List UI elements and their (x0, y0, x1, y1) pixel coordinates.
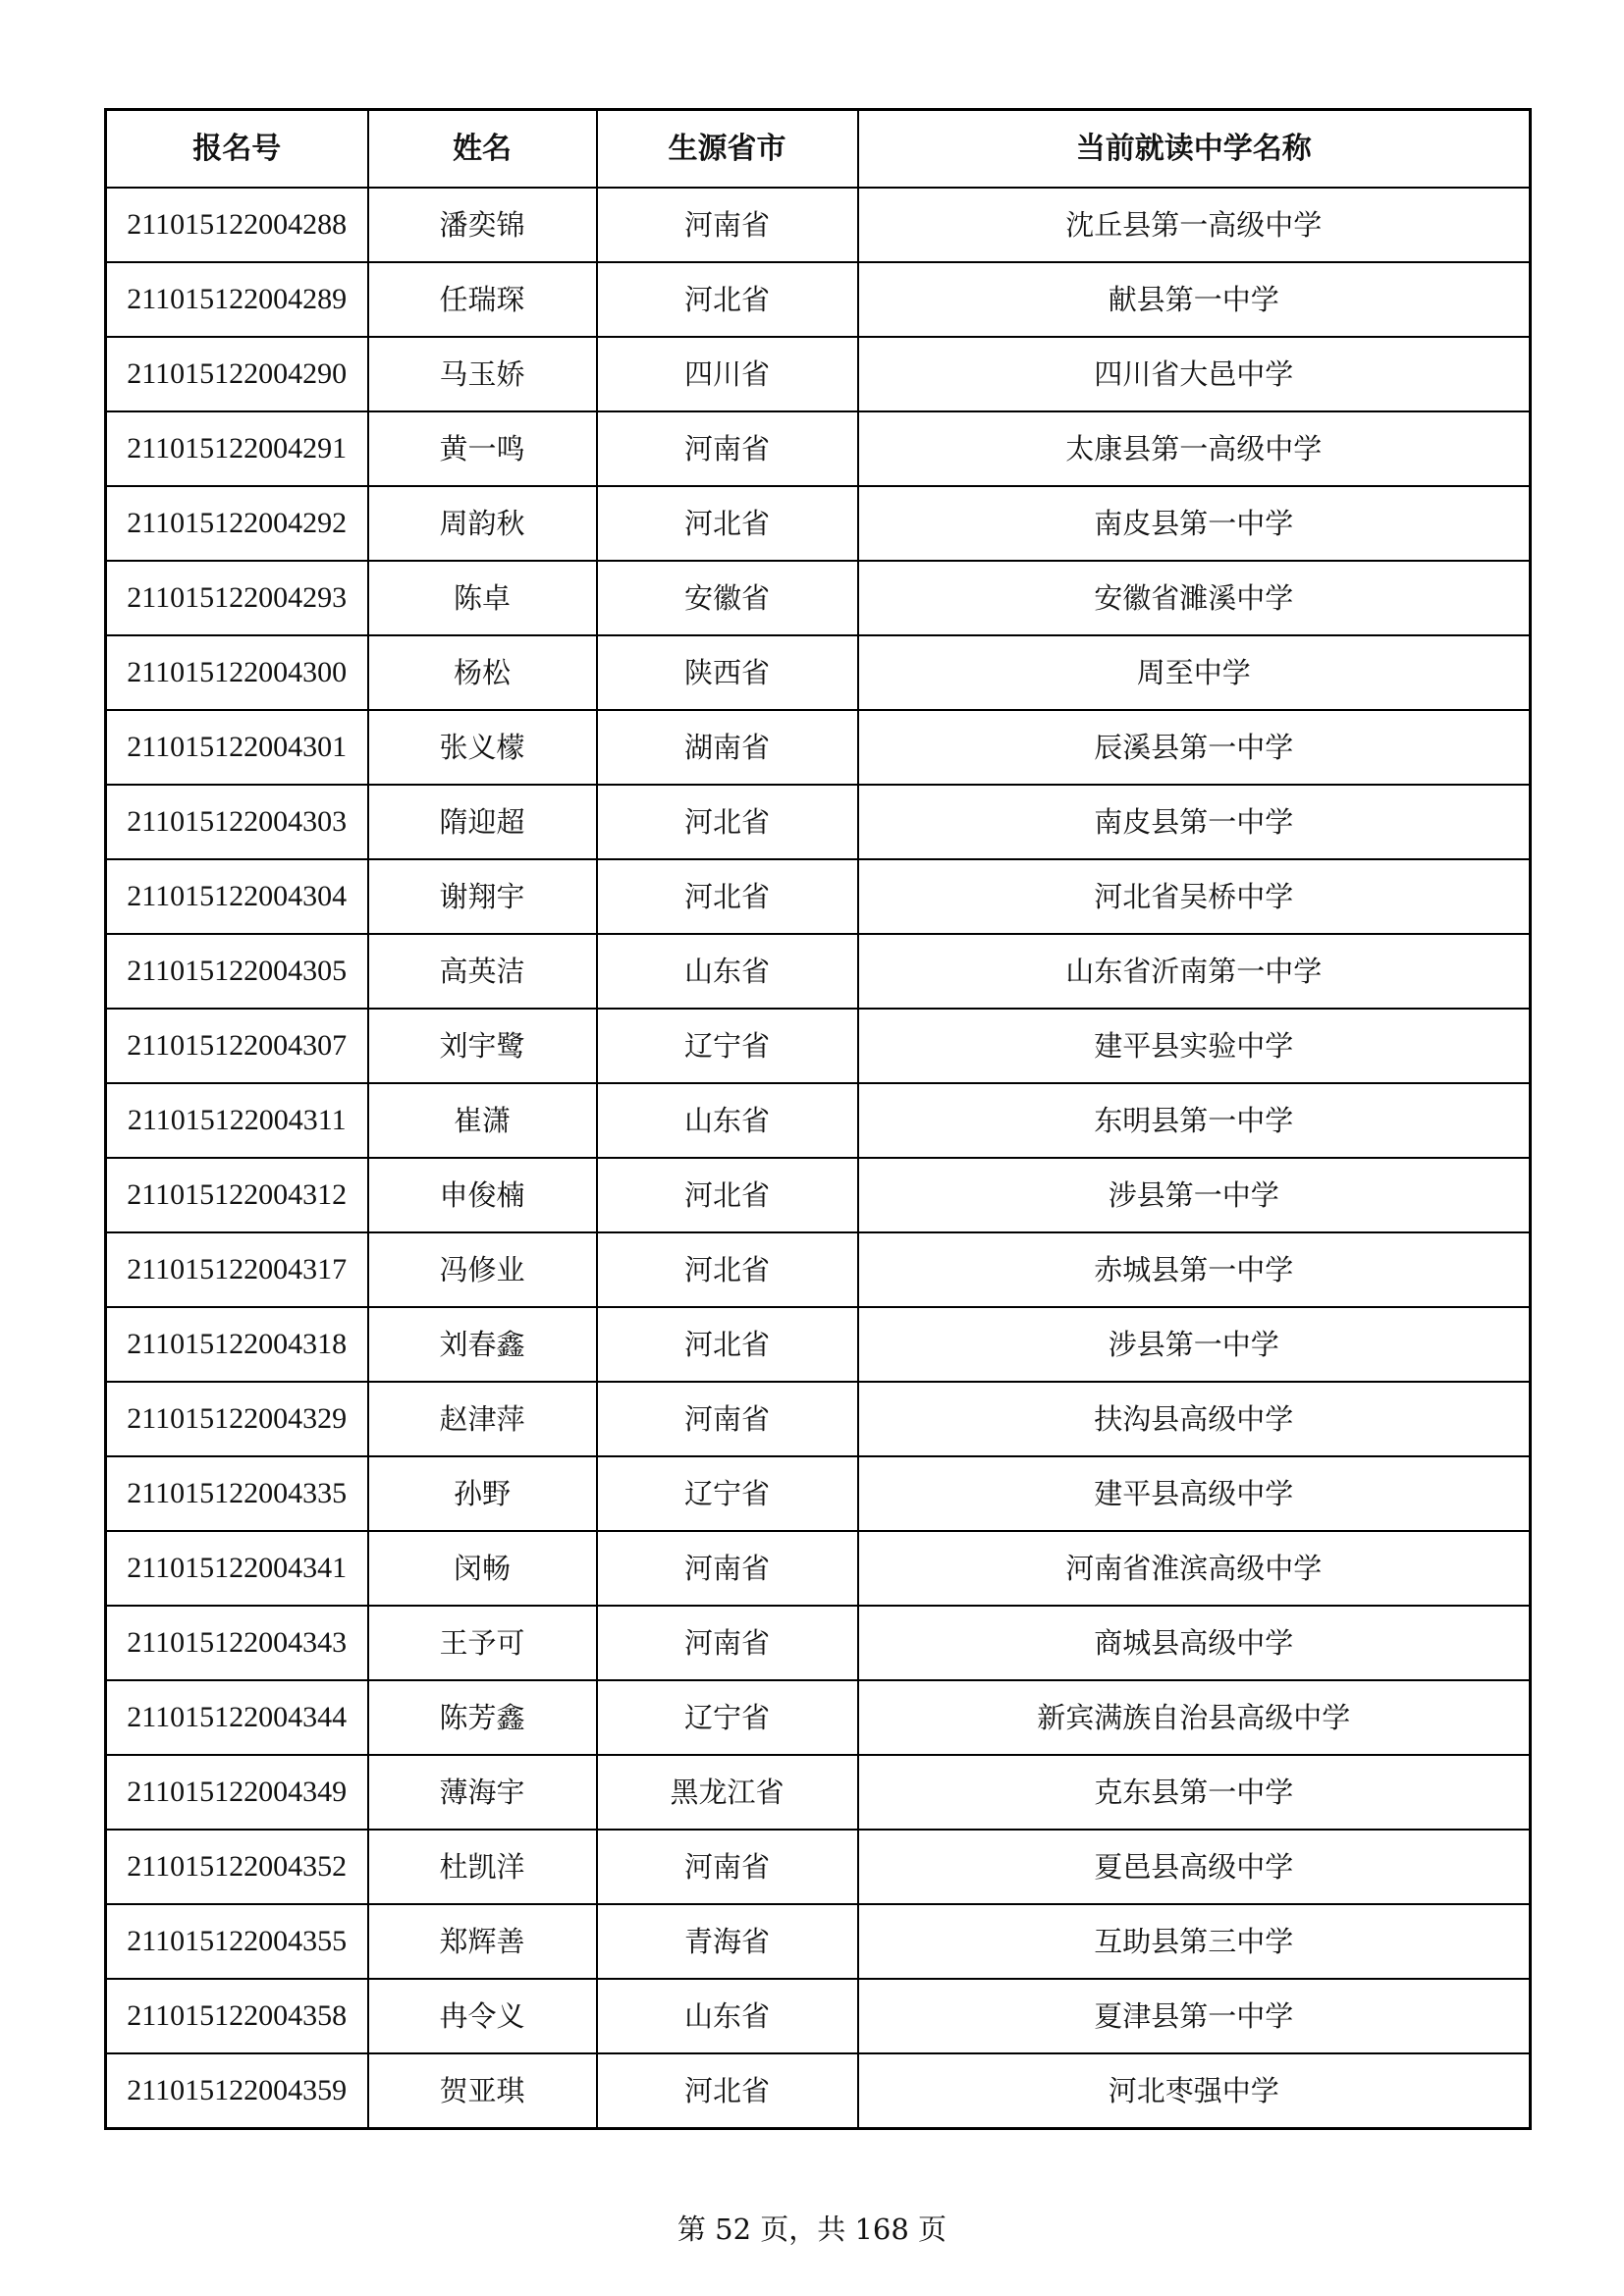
cell-name: 孙野 (368, 1456, 597, 1531)
cell-registration-number: 211015122004291 (106, 411, 368, 486)
cell-school: 涉县第一中学 (858, 1307, 1531, 1382)
cell-province: 辽宁省 (597, 1009, 858, 1083)
cell-registration-number: 211015122004288 (106, 188, 368, 262)
cell-name: 隋迎超 (368, 785, 597, 859)
table-row (106, 561, 1531, 635)
cell-name: 刘宇鹭 (368, 1009, 597, 1083)
cell-school: 河南省淮滨高级中学 (858, 1531, 1531, 1606)
table-row (106, 1382, 1531, 1456)
cell-school: 夏邑县高级中学 (858, 1830, 1531, 1904)
cell-name: 闵畅 (368, 1531, 597, 1606)
cell-province: 河南省 (597, 1531, 858, 1606)
table-row (106, 1158, 1531, 1232)
table-row (106, 1307, 1531, 1382)
header-row (106, 110, 1531, 189)
cell-school: 南皮县第一中学 (858, 785, 1531, 859)
cell-province: 河北省 (597, 859, 858, 934)
cell-school: 河北枣强中学 (858, 2053, 1531, 2129)
table-header (106, 110, 1531, 189)
cell-province: 河北省 (597, 262, 858, 337)
table-row (106, 934, 1531, 1009)
cell-registration-number: 211015122004300 (106, 635, 368, 710)
cell-school: 建平县高级中学 (858, 1456, 1531, 1531)
cell-name: 赵津萍 (368, 1382, 597, 1456)
cell-province: 陕西省 (597, 635, 858, 710)
table-row (106, 486, 1531, 561)
cell-registration-number: 211015122004352 (106, 1830, 368, 1904)
cell-province: 河南省 (597, 1382, 858, 1456)
cell-registration-number: 211015122004312 (106, 1158, 368, 1232)
cell-registration-number: 211015122004318 (106, 1307, 368, 1382)
header-school: 当前就读中学名称 (858, 110, 1531, 189)
cell-province: 四川省 (597, 337, 858, 411)
table-body (106, 188, 1531, 2129)
cell-province: 河北省 (597, 1158, 858, 1232)
cell-school: 涉县第一中学 (858, 1158, 1531, 1232)
cell-name: 王予可 (368, 1606, 597, 1680)
cell-name: 刘春鑫 (368, 1307, 597, 1382)
cell-school: 山东省沂南第一中学 (858, 934, 1531, 1009)
cell-registration-number: 211015122004317 (106, 1232, 368, 1307)
table-row (106, 859, 1531, 934)
cell-school: 献县第一中学 (858, 262, 1531, 337)
cell-province: 山东省 (597, 1083, 858, 1158)
cell-province: 河北省 (597, 785, 858, 859)
cell-name: 陈芳鑫 (368, 1680, 597, 1755)
cell-province: 河南省 (597, 411, 858, 486)
cell-province: 黑龙江省 (597, 1755, 858, 1830)
cell-registration-number: 211015122004307 (106, 1009, 368, 1083)
cell-school: 东明县第一中学 (858, 1083, 1531, 1158)
cell-name: 郑辉善 (368, 1904, 597, 1979)
cell-province: 河北省 (597, 486, 858, 561)
cell-school: 扶沟县高级中学 (858, 1382, 1531, 1456)
cell-name: 崔潇 (368, 1083, 597, 1158)
cell-school: 商城县高级中学 (858, 1606, 1531, 1680)
cell-school: 安徽省濉溪中学 (858, 561, 1531, 635)
cell-province: 河南省 (597, 1830, 858, 1904)
cell-school: 互助县第三中学 (858, 1904, 1531, 1979)
table-row (106, 1232, 1531, 1307)
cell-registration-number: 211015122004305 (106, 934, 368, 1009)
cell-name: 周韵秋 (368, 486, 597, 561)
table-row (106, 188, 1531, 262)
cell-registration-number: 211015122004344 (106, 1680, 368, 1755)
table-row (106, 1904, 1531, 1979)
table-row (106, 1755, 1531, 1830)
cell-registration-number: 211015122004311 (106, 1083, 368, 1158)
cell-school: 辰溪县第一中学 (858, 710, 1531, 785)
cell-school: 赤城县第一中学 (858, 1232, 1531, 1307)
cell-province: 山东省 (597, 1979, 858, 2053)
table-row (106, 785, 1531, 859)
table-row (106, 635, 1531, 710)
table-row (106, 337, 1531, 411)
header-province: 生源省市 (597, 110, 858, 189)
cell-registration-number: 211015122004293 (106, 561, 368, 635)
cell-province: 山东省 (597, 934, 858, 1009)
cell-registration-number: 211015122004301 (106, 710, 368, 785)
header-registration-number: 报名号 (106, 110, 368, 189)
cell-name: 张义檬 (368, 710, 597, 785)
cell-registration-number: 211015122004359 (106, 2053, 368, 2129)
cell-school: 建平县实验中学 (858, 1009, 1531, 1083)
table-row (106, 1083, 1531, 1158)
cell-registration-number: 211015122004303 (106, 785, 368, 859)
cell-school: 太康县第一高级中学 (858, 411, 1531, 486)
cell-name: 冯修业 (368, 1232, 597, 1307)
table-row (106, 1830, 1531, 1904)
page-number-footer: 第 52 页，共 168 页 (677, 2213, 947, 2246)
cell-registration-number: 211015122004341 (106, 1531, 368, 1606)
cell-registration-number: 211015122004329 (106, 1382, 368, 1456)
table-row (106, 262, 1531, 337)
cell-name: 杨松 (368, 635, 597, 710)
cell-school: 新宾满族自治县高级中学 (858, 1680, 1531, 1755)
table-row (106, 411, 1531, 486)
table-row (106, 710, 1531, 785)
cell-name: 潘奕锦 (368, 188, 597, 262)
table-row (106, 1456, 1531, 1531)
cell-school: 南皮县第一中学 (858, 486, 1531, 561)
cell-province: 河南省 (597, 188, 858, 262)
cell-school: 夏津县第一中学 (858, 1979, 1531, 2053)
cell-school: 河北省吴桥中学 (858, 859, 1531, 934)
cell-name: 杜凯洋 (368, 1830, 597, 1904)
cell-name: 冉令义 (368, 1979, 597, 2053)
cell-registration-number: 211015122004290 (106, 337, 368, 411)
cell-province: 河北省 (597, 1307, 858, 1382)
table-row (106, 1009, 1531, 1083)
table-row (106, 1680, 1531, 1755)
cell-registration-number: 211015122004349 (106, 1755, 368, 1830)
cell-name: 谢翔宇 (368, 859, 597, 934)
cell-registration-number: 211015122004355 (106, 1904, 368, 1979)
cell-province: 湖南省 (597, 710, 858, 785)
cell-school: 沈丘县第一高级中学 (858, 188, 1531, 262)
cell-province: 辽宁省 (597, 1680, 858, 1755)
cell-registration-number: 211015122004335 (106, 1456, 368, 1531)
cell-registration-number: 211015122004304 (106, 859, 368, 934)
header-name: 姓名 (368, 110, 597, 189)
cell-province: 安徽省 (597, 561, 858, 635)
cell-registration-number: 211015122004289 (106, 262, 368, 337)
cell-province: 河北省 (597, 2053, 858, 2129)
cell-province: 河南省 (597, 1606, 858, 1680)
cell-registration-number: 211015122004358 (106, 1979, 368, 2053)
admission-roster-table (104, 108, 1532, 2130)
cell-name: 陈卓 (368, 561, 597, 635)
cell-registration-number: 211015122004343 (106, 1606, 368, 1680)
table-row (106, 2053, 1531, 2129)
table-row (106, 1531, 1531, 1606)
cell-name: 马玉娇 (368, 337, 597, 411)
cell-school: 周至中学 (858, 635, 1531, 710)
cell-school: 四川省大邑中学 (858, 337, 1531, 411)
cell-name: 薄海宇 (368, 1755, 597, 1830)
table-row (106, 1979, 1531, 2053)
cell-name: 贺亚琪 (368, 2053, 597, 2129)
cell-province: 辽宁省 (597, 1456, 858, 1531)
cell-name: 任瑞琛 (368, 262, 597, 337)
cell-province: 青海省 (597, 1904, 858, 1979)
cell-registration-number: 211015122004292 (106, 486, 368, 561)
table-row (106, 1606, 1531, 1680)
cell-school: 克东县第一中学 (858, 1755, 1531, 1830)
cell-name: 高英洁 (368, 934, 597, 1009)
cell-name: 申俊楠 (368, 1158, 597, 1232)
cell-province: 河北省 (597, 1232, 858, 1307)
cell-name: 黄一鸣 (368, 411, 597, 486)
